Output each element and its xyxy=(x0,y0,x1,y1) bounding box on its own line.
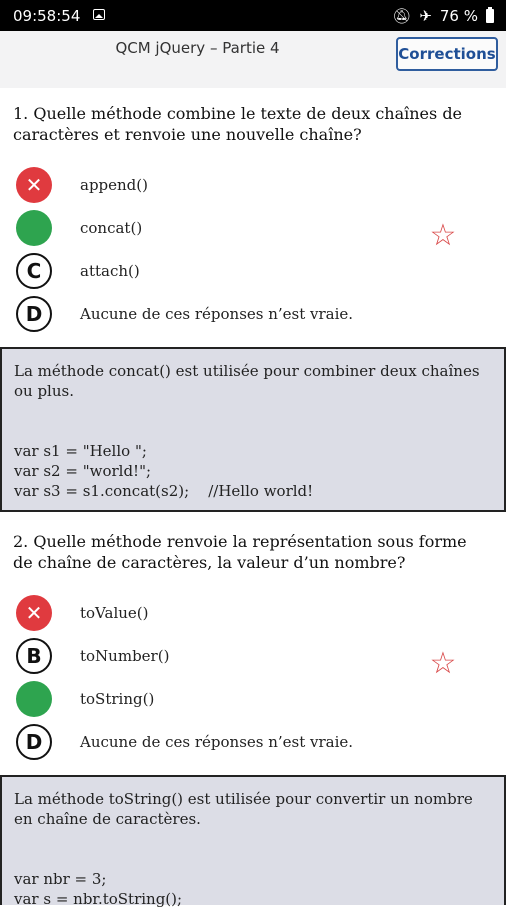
option-text: Aucune de ces réponses n’est vraie. xyxy=(80,305,354,323)
option-text: append() xyxy=(80,176,148,194)
code-line: var s2 = "world!"; xyxy=(14,462,152,480)
explanation-text: La méthode toString() est utilisée pour convertir un nombre en chaîne de caractères. xyxy=(14,790,473,828)
question-1-text: 1. Quelle méthode combine le texte de deux chaînes de caractères et renvoie une nouvelle chaîne? xyxy=(13,104,463,144)
wrong-answer-icon: ✕ xyxy=(16,595,52,631)
question-2-option-b[interactable] xyxy=(16,638,416,674)
gallery-notification-icon xyxy=(93,9,105,20)
option-text: attach() xyxy=(80,262,140,280)
question-2-option-a[interactable] xyxy=(16,595,416,631)
app-bar xyxy=(0,31,506,88)
question-1-option-c[interactable] xyxy=(16,253,416,289)
option-letter-badge: C xyxy=(16,253,52,289)
correct-answer-icon xyxy=(16,681,52,717)
page-title: QCM jQuery – Partie 4 xyxy=(115,39,280,57)
airplane-mode-icon: ✈ xyxy=(419,7,432,25)
explanation-text: La méthode concat() est utilisée pour combiner deux chaînes ou plus. xyxy=(14,362,480,400)
option-text: toNumber() xyxy=(80,647,170,665)
code-line: var nbr = 3; xyxy=(14,870,107,888)
corrections-button[interactable]: Corrections xyxy=(396,37,498,71)
option-text: concat() xyxy=(80,219,143,237)
question-1-option-b[interactable] xyxy=(16,210,416,246)
favorite-star-icon[interactable]: ☆ xyxy=(429,646,457,681)
option-text: Aucune de ces réponses n’est vraie. xyxy=(80,733,354,751)
option-text: toValue() xyxy=(80,604,149,622)
code-line: var s1 = "Hello "; xyxy=(14,442,147,460)
question-1-option-d[interactable] xyxy=(16,296,416,332)
question-1-explanation xyxy=(0,347,506,512)
option-letter-badge: D xyxy=(16,296,52,332)
code-line: var s = nbr.toString(); xyxy=(14,890,183,908)
option-letter-badge: B xyxy=(16,638,52,674)
code-sample xyxy=(14,869,492,909)
option-letter-badge: D xyxy=(16,724,52,760)
question-2-text: 2. Quelle méthode renvoie la représentation sous forme de chaîne de caractères, la valeur d’un nombre? xyxy=(13,532,467,572)
wrong-answer-icon: ✕ xyxy=(16,167,52,203)
question-2-option-c[interactable] xyxy=(16,681,416,717)
correct-answer-icon xyxy=(16,210,52,246)
question-1-option-a[interactable] xyxy=(16,167,416,203)
bell-off-icon: 🔕︎ xyxy=(392,7,412,25)
status-time: 09:58:54 xyxy=(13,7,81,25)
status-icons xyxy=(392,7,494,25)
status-bar xyxy=(0,0,506,31)
battery-percentage: 76 % xyxy=(439,7,478,25)
option-text: toString() xyxy=(80,690,155,708)
code-sample xyxy=(14,441,492,501)
question-2-explanation xyxy=(0,775,506,908)
code-line: var s3 = s1.concat(s2); //Hello world! xyxy=(14,482,314,500)
battery-icon xyxy=(486,9,494,23)
question-2-option-d[interactable] xyxy=(16,724,416,760)
favorite-star-icon[interactable]: ☆ xyxy=(429,218,457,253)
